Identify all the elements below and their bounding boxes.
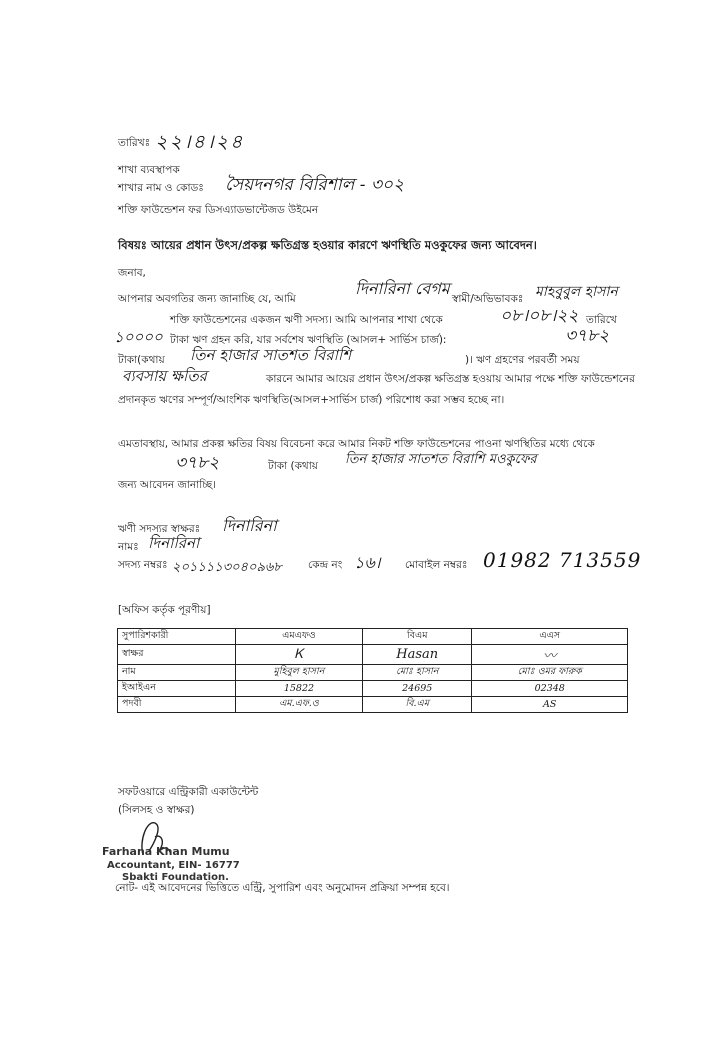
p1-amount: ১০০০০ xyxy=(114,328,163,346)
stamp-name: Farhana Khan Mumu xyxy=(102,845,230,858)
software-line2: (সিলসহ ও স্বাক্ষর) xyxy=(118,804,195,816)
note: নোট- এই আবেদনের ভিত্তিতে এন্ট্রি, সুপারিশ এবং অনুমোদন প্রক্রিয়া সম্পন্ন হবে। xyxy=(115,882,450,894)
p1-t3: শক্তি ফাউন্ডেশনের একজন ঋণী সদস্য। আমি আপনার শাখা থেকে xyxy=(170,314,443,326)
table-cell: 〰 xyxy=(472,645,628,665)
p1-guardian: মাহবুবুল হাসান xyxy=(535,284,618,300)
p2-words: তিন হাজার সাতশত বিরাশি মওকুফের xyxy=(345,452,537,467)
table-cell: বি.এম xyxy=(363,697,472,713)
table-cell: মোঃ হাসান xyxy=(363,665,472,681)
p1-t8: কারনে আমার আয়ের প্রধান উৎস/প্রকল্প ক্ষতিগ্রস্ত হওয়ায় আমার পক্ষে শক্তি ফাউন্ডেশনের প্রদানকৃত ঋণের সম্পূর্ণ/আংশিক ঋণস্থিতি(আসল+সার্ভিস চার্জ) পরিশোধ করা সম্ভব হচ্ছে না। xyxy=(118,373,635,406)
table-cell: 15822 xyxy=(235,681,362,697)
table-cell: Hasan xyxy=(363,645,472,665)
table-cell: এম.এফ.ও xyxy=(235,697,362,713)
p1-t5: টাকা ঋণ গ্রহন করি, যার সর্বশেষ ঋণস্থিতি (আসল+ সার্ভিস চার্জ): xyxy=(170,334,447,346)
stamp-org: Sbakti Foundation. xyxy=(122,872,229,883)
row-label: ইআইএন xyxy=(118,681,236,697)
row-label: স্বাক্ষর xyxy=(118,645,236,665)
p2-t1: এমতাবস্থায়, আমার প্রকল্প ক্ষতির বিষয় বিবেচনা করে আমার নিকট শক্তি ফাউন্ডেশনের পাওনা ঋণস্থিতির মধ্যে থেকে xyxy=(118,438,595,450)
p1-words: তিন হাজার সাতশত বিরাশি xyxy=(190,346,352,364)
mobile-number: 01982 713559 xyxy=(483,548,642,572)
branch-value: সৈয়দনগর বিরিশাল - ৩০২ xyxy=(225,175,405,195)
borrower-name: দিনারিনা xyxy=(148,534,200,552)
table-row xyxy=(118,665,628,681)
date-label: তারিখঃ xyxy=(118,137,151,149)
branch-label: শাখার নাম ও কোডঃ xyxy=(118,182,204,194)
p2-t3: জন্য আবেদন জানাচ্ছি। xyxy=(118,479,216,491)
p1-name: দিনারিনা বেগম xyxy=(355,279,450,298)
p1-balance: ৩৭৮২ xyxy=(565,326,610,346)
row-label: নাম xyxy=(118,665,236,681)
mobile-label: মোবাইল নম্বরঃ xyxy=(405,559,468,571)
p1-t7: )। ঋণ গ্রহণের পরবর্তী সময় xyxy=(465,354,580,366)
stamp-role: Accountant, EIN- 16777 xyxy=(107,860,240,871)
table-row xyxy=(118,697,628,713)
table-header: এএস xyxy=(472,629,628,645)
table-cell: 24695 xyxy=(363,681,472,697)
salutation: জনাব, xyxy=(118,267,146,279)
p1-t4: তারিখে xyxy=(586,314,617,326)
center-number: ১৬। xyxy=(354,553,381,572)
org-line: শক্তি ফাউন্ডেশন ফর ডিসএ্যাডভান্টেজড উইমেন xyxy=(118,204,319,216)
borrower-signature: দিনারিনা xyxy=(222,516,277,535)
table-cell: AS xyxy=(472,697,628,713)
p1-reason: ব্যবসায় ক্ষতির xyxy=(122,367,207,385)
date-line xyxy=(118,136,150,150)
table-row xyxy=(118,645,628,665)
p1-t1: আপনার অবগতির জন্য জানাচ্ছি যে, আমি xyxy=(118,293,296,305)
table-row xyxy=(118,629,628,645)
p2-t2: টাকা (কথায় xyxy=(268,460,318,472)
row-label: পদবী xyxy=(118,697,236,713)
office-table xyxy=(117,628,628,713)
office-label: [অফিস কর্তৃক পূরণীয়] xyxy=(118,604,211,616)
table-row xyxy=(118,681,628,697)
date-value: ২২।৪।২৪ xyxy=(155,131,245,153)
table-header: এমএফও xyxy=(235,629,362,645)
table-header: বিএম xyxy=(363,629,472,645)
table-cell: মুহিবুল হাসান xyxy=(235,665,362,681)
branch-line xyxy=(118,181,204,195)
table-cell: 02348 xyxy=(472,681,628,697)
p2-amount: ৩৭৮২ xyxy=(175,453,220,473)
branch-manager: শাখা ব্যবস্থাপক xyxy=(118,164,180,176)
borrower-sig-label: ঋণী সদস্যর স্বাক্ষরঃ xyxy=(118,523,201,535)
p1-t2: স্বামী/অভিভাবকঃ xyxy=(452,293,524,305)
software-line1: সফটওয়ারে এন্ট্রিকারী একাউন্টেন্ট xyxy=(118,786,259,798)
center-label: কেন্দ্র নং xyxy=(308,559,343,571)
member-number: ২০১১১১৩০৪০৯৬৮ xyxy=(172,560,282,575)
p1-loan-date: ০৮।০৮।২২ xyxy=(500,306,579,326)
table-cell: Ꮶ xyxy=(235,645,362,665)
p1-t6: টাকা(কথায় xyxy=(118,354,165,366)
member-label: সদস্য নম্বরঃ xyxy=(118,559,168,571)
table-cell: মোঃ ওমর ফারুক xyxy=(472,665,628,681)
table-header: সুপারিশকারী xyxy=(118,629,236,645)
borrower-name-label: নামঃ xyxy=(118,541,139,553)
subject: বিষয়ঃ আয়ের প্রধান উৎস/প্রকল্প ক্ষতিগ্রস্ত হওয়ার কারণে ঋণস্থিতি মওকুফের জন্য আবেদন। xyxy=(118,238,537,252)
